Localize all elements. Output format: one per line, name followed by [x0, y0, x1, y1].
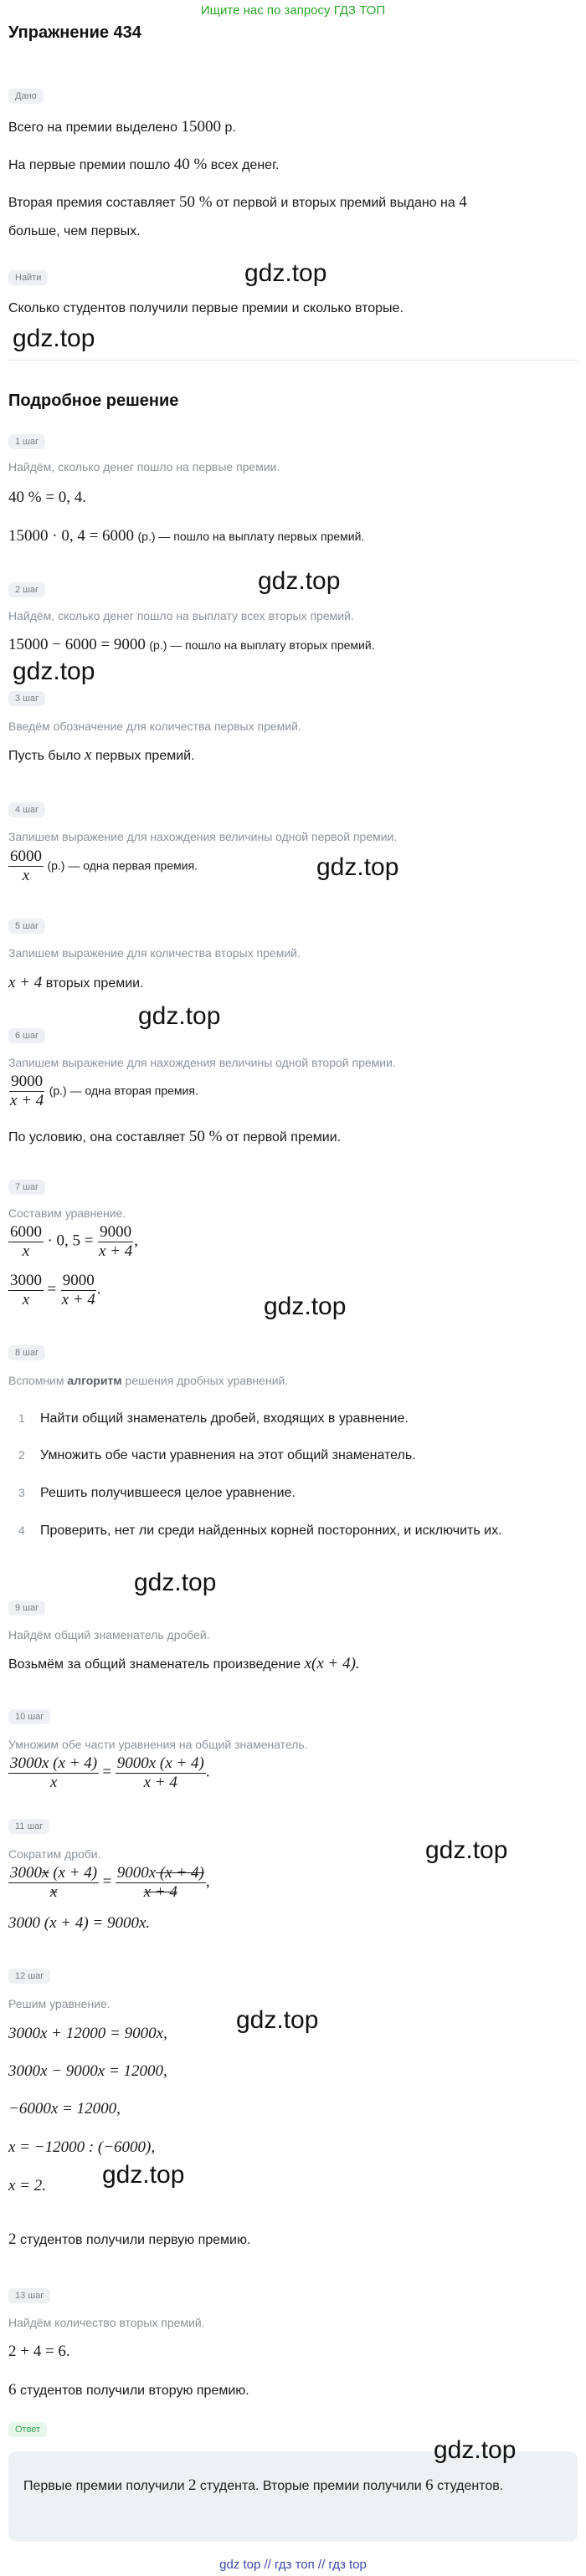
step-12-hint: Решим уравнение. [8, 1997, 111, 2010]
step-1-eq-1: 40 % = 0, 4. [8, 489, 87, 506]
given-line-3: Вторая премия составляет 50 % от первой и вторых премий выдано на 4 [8, 193, 467, 211]
step-4-hint: Запишем выражение для нахождения величины одной первой премии. [8, 830, 398, 843]
fraction: $\frac{9000}{x + 4}$ [10, 1073, 44, 1109]
step-13-badge: 13 шаг [8, 2288, 50, 2303]
top-search-link[interactable]: Ищите нас по запросу ГДЗ ТОП [200, 3, 386, 18]
step-11-eq-1: $\frac{3000x (x + 4)}{x}$ = $\frac{9000x (x + 4)}{x + 4}$ , [10, 1864, 210, 1901]
watermark: gdz.top [134, 1569, 217, 1596]
watermark: gdz.top [13, 658, 95, 685]
page-title: Упражнение 434 [8, 23, 141, 42]
step-10-badge: 10 шаг [8, 1709, 50, 1724]
step-12-line: x = 2. [8, 2177, 47, 2194]
watermark: gdz.top [316, 853, 399, 881]
step-1-hint: Найдём, сколько денег пошло на первые премии. [8, 460, 280, 474]
step-13-hint: Найдём количество вторых премий. [8, 2316, 205, 2329]
step-12-badge: 12 шаг [8, 1969, 50, 1984]
watermark: gdz.top [13, 325, 95, 352]
step-8-badge: 8 шаг [8, 1345, 45, 1360]
step-2-badge: 2 шаг [8, 582, 45, 597]
find-badge: Найти [8, 270, 48, 285]
step-12-line: 3000x + 12000 = 9000x, [8, 2025, 167, 2042]
step-7-eq-1: $\frac{6000}{x}$ · 0, 5 = $\frac{9000}{x + 4}$ , [10, 1223, 138, 1260]
step-1-eq-2: 15000 · 0, 4 = 6000 (р.) — пошло на выплату первых премий. [8, 527, 365, 545]
given-line-1: Всего на премии выделено 15000 р. [8, 118, 236, 136]
watermark: gdz.top [244, 259, 327, 287]
step-11-eq-2: 3000 (x + 4) = 9000x. [8, 1914, 151, 1932]
algorithm-item-3: 3 Решить получившееся целое уравнение. [18, 1486, 296, 1500]
step-12-line: −6000x = 12000, [8, 2100, 121, 2118]
step-9-badge: 9 шаг [8, 1600, 45, 1616]
watermark: gdz.top [102, 2161, 185, 2189]
divider [8, 360, 578, 361]
algorithm-item-4: 4 Проверить, нет ли среди найденных корней посторонних, и исключить их. [18, 1524, 502, 1538]
step-4-badge: 4 шаг [8, 802, 45, 817]
step-3-hint: Введём обозначение для количества первых премий. [8, 720, 301, 733]
step-7-hint: Составим уравнение. [8, 1206, 126, 1220]
step-6-condition: По условию, она составляет 50 % от первой премии. [8, 1128, 342, 1145]
solution-title: Подробное решение [8, 392, 179, 410]
step-12-line: x = −12000 : (−6000), [8, 2138, 156, 2156]
step-12-line: 3000x − 9000x = 12000, [8, 2062, 167, 2080]
answer-badge: Ответ [8, 2422, 47, 2437]
given-line-2: На первые премии пошло 40 % всех денег. [8, 156, 280, 173]
algorithm-item-2: 2 Умножить обе части уравнения на этот общий знаменатель. [18, 1448, 416, 1462]
step-2-eq: 15000 − 6000 = 9000 (р.) — пошло на выплату вторых премий. [8, 636, 375, 653]
fraction: $\frac{6000}{x}$ [10, 848, 42, 884]
step-13-eq: 2 + 4 = 6. [8, 2343, 70, 2360]
step-1-badge: 1 шаг [8, 434, 45, 449]
step-5-badge: 5 шаг [8, 919, 45, 934]
algorithm-item-1: 1 Найти общий знаменатель дробей, входящих в уравнение. [18, 1411, 409, 1426]
step-10-eq: $\frac{3000x (x + 4)}{x}$ = $\frac{9000x (x + 4)}{x + 4}$ . [10, 1754, 210, 1791]
watermark: gdz.top [425, 1836, 508, 1864]
footer-links[interactable]: gdz top // гдз топ // гдз top [219, 2558, 367, 2572]
given-line-4: больше, чем первых. [8, 224, 141, 238]
answer-text: Первые премии получили 2 студента. Вторые премии получили 6 студентов. [23, 2476, 504, 2494]
step-5-expr: x + 4 вторых премии. [8, 974, 144, 991]
step-4-expr: $\frac{6000}{x}$ (р.) — одна первая премия. [10, 848, 198, 884]
step-7-badge: 7 шаг [8, 1180, 45, 1195]
watermark: gdz.top [434, 2436, 517, 2464]
step-12-result: 2 студентов получили первую премию. [8, 2230, 251, 2248]
step-13-result: 6 студентов получили вторую премию. [8, 2381, 249, 2399]
step-9-hint: Найдём общий знаменатель дробей. [8, 1628, 210, 1641]
watermark: gdz.top [138, 1002, 221, 1030]
step-11-badge: 11 шаг [8, 1819, 49, 1834]
watermark: gdz.top [258, 567, 341, 595]
step-9-text: Возьмём за общий знаменатель произведение x(x + 4). [8, 1655, 360, 1672]
watermark: gdz.top [264, 1293, 347, 1320]
step-10-hint: Умножим обе части уравнения на общий знаменатель. [8, 1738, 308, 1751]
watermark: gdz.top [236, 2006, 319, 2034]
step-11-hint: Сократим дроби. [8, 1847, 101, 1861]
find-text: Сколько студентов получили первые премии и сколько вторые. [8, 301, 404, 315]
step-5-hint: Запишем выражение для количества вторых премий. [8, 946, 301, 960]
step-6-expr: $\frac{9000}{x + 4}$ (р.) — одна вторая премия. [10, 1073, 198, 1109]
step-6-hint: Запишем выражение для нахождения величины одной второй премии. [8, 1056, 396, 1069]
step-7-eq-2: $\frac{3000}{x}$ = $\frac{9000}{x + 4}$ . [10, 1272, 101, 1308]
step-3-text: Пусть было x первых премий. [8, 746, 195, 764]
given-badge: Дано [8, 89, 44, 104]
step-3-badge: 3 шаг [8, 691, 45, 706]
step-6-badge: 6 шаг [8, 1028, 45, 1043]
step-2-hint: Найдём, сколько денег пошло на выплату всех вторых премий. [8, 609, 354, 622]
step-8-hint: Вспомним алгоритм решения дробных уравнений. [8, 1374, 289, 1387]
